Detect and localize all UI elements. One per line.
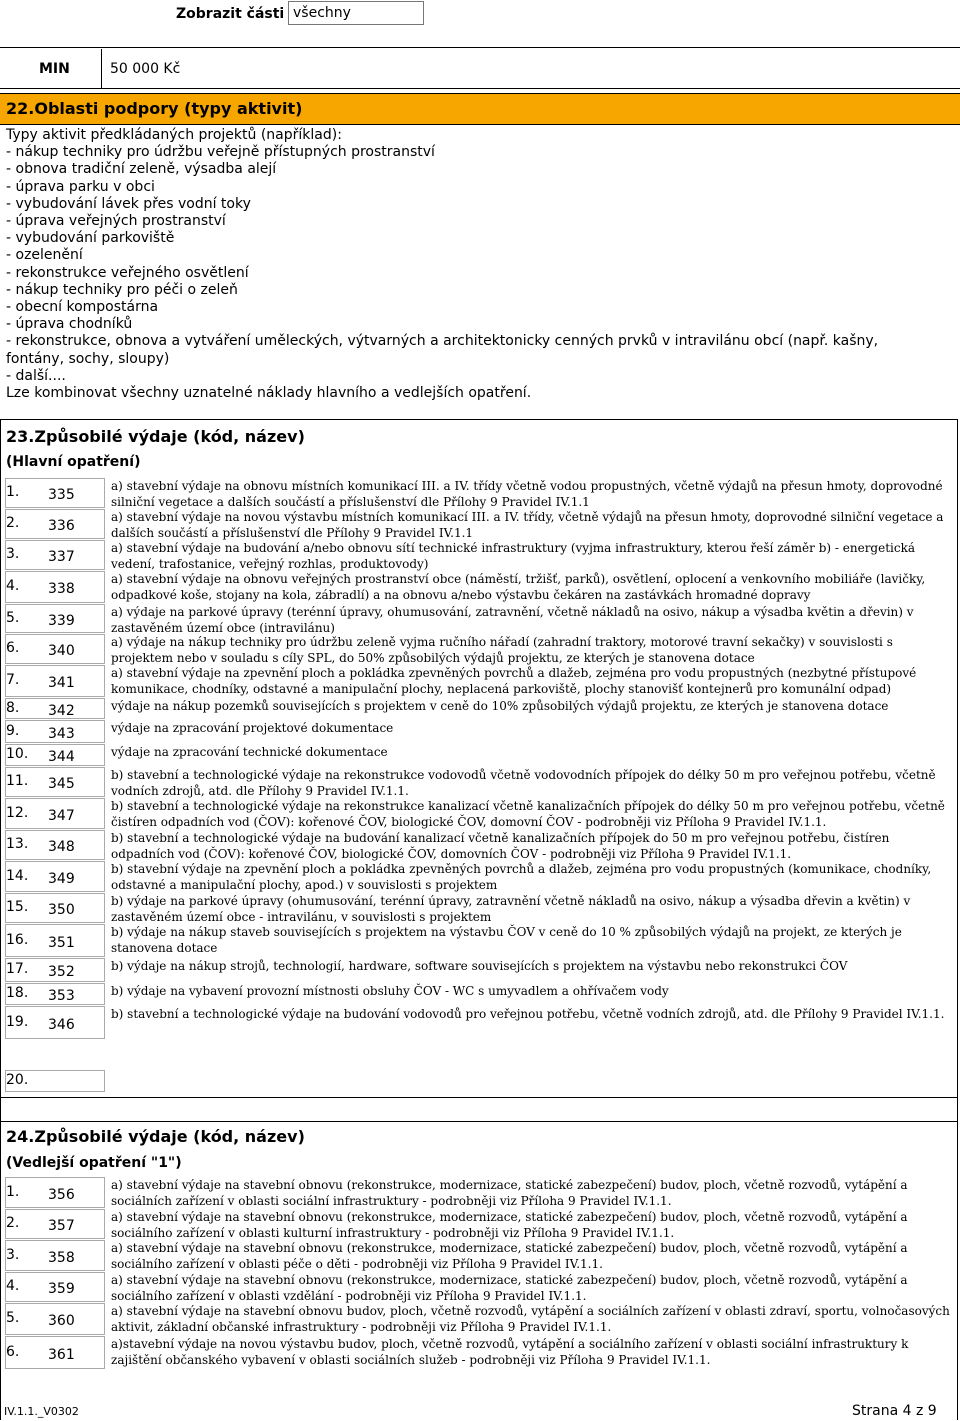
section-24-title: 24.Způsobilé výdaje (kód, název): [6, 1127, 305, 1146]
row-number: 18.: [6, 985, 29, 1001]
expense-code: 342: [48, 702, 75, 719]
expense-code: 352: [48, 964, 75, 980]
expense-code: 358: [48, 1249, 75, 1266]
expense-description: b) stavební a technologické výdaje na budování vodovodů pro veřejnou potřebu, včetně vodních zdrojů, atd. dle Přílohy 9 Pravidel IV.1.1.: [111, 1007, 945, 1021]
activity-line: - vybudování parkoviště: [6, 230, 175, 247]
show-parts-select[interactable]: všechny: [288, 1, 424, 25]
expense-description: a) stavební výdaje na obnovu veřejných prostranství obce (náměstí, tržišť, parků), osvětlení, oplocení a venkovního mobiliáře (lavičky, odpadkové koše, stojany na kola, zábradlí) a na obnovu a/nebo výstavbu čekáren na zastávkách hromadné dopravy: [111, 572, 926, 602]
activity-line: - rekonstrukce, obnova a vytváření uměleckých, výtvarných a architektonicky cenných prvků v intravilánu obcí (např. kašny,: [6, 333, 879, 350]
row-number: 3.: [6, 546, 20, 562]
expense-code: 350: [48, 902, 75, 918]
expense-description: b) stavební výdaje na zpevnění ploch a pokládka zpevněných povrchů a dlažeb, zejména pro vodu propustných (komunikace, chodníky, odstavné a manipulační plochy, apod.) v souvislosti s projektem: [111, 862, 932, 892]
show-parts-label: Zobrazit části: [176, 6, 285, 22]
row-number: 20.: [6, 1072, 29, 1088]
activity-line: - další....: [6, 367, 66, 384]
row-number: 3.: [6, 1246, 20, 1263]
expense-code: 337: [48, 549, 75, 565]
expense-code: 344: [48, 749, 75, 765]
row-number: 8.: [6, 699, 20, 716]
row-number: 2.: [6, 1215, 20, 1231]
row-number: 5.: [6, 1310, 20, 1326]
expense-description: a) stavební výdaje na stavební obnovu budov, ploch, včetně rozvodů, vytápění a sociálních zařízení v oblasti zdraví, sportu, volnočasových aktivit, základní občanské infrastruktury - podrobněji viz Příloha 9 Pravidel IV.1.1.: [111, 1304, 950, 1334]
expense-description: a) stavební výdaje na zpevnění ploch a pokládka zpevněných povrchů a dlažeb, zejména pro vodu propustných (nezbytné přístupové komunikace, chodníky, odstavné a manipulační plochy, neplacená parkoviště, plochy stanovišť kontejnerů pro komunální odpad): [111, 666, 917, 696]
expense-code: 338: [48, 581, 75, 597]
activity-line: - obnova tradiční zeleně, výsadba alejí: [6, 161, 277, 178]
row-number: 1.: [6, 484, 20, 500]
row-number: 9.: [6, 722, 20, 739]
expense-description: b) stavební a technologické výdaje na budování kanalizací včetně kanalizačních přípojek do 50 m pro veřejnou potřebu, čistíren odpadních vod (ČOV): kořenové ČOV, biologické ČOV, domovních ČOV - podrobněji viz Příloha 9 Pravidel IV.1.1.: [111, 831, 890, 861]
row-number: 1.: [6, 1183, 20, 1200]
row-number: 13.: [6, 836, 29, 852]
expense-code: 356: [48, 1186, 75, 1203]
expense-code: 349: [48, 870, 75, 887]
activity-line: - nákup techniky pro údržbu veřejně přístupných prostranství: [6, 144, 435, 161]
row-number: 14.: [6, 867, 29, 884]
expense-description: b) stavební a technologické výdaje na rekonstrukce vodovodů včetně vodovodních přípojek do délky 50 m pro veřejnou potřebu, včetně vodních zdrojů, atd. dle Přílohy 9 Pravidel IV.1.1.: [111, 768, 936, 798]
activity-line: - nákup techniky pro péči o zeleň: [6, 281, 238, 298]
expense-description: a) stavební výdaje na novou výstavbu místních komunikací III. a IV. třídy, včetně výdajů na přesun hmoty, doprovodné silniční vegetace a dalších součástí a příslušenství dle Přílohy 9 Pravidel IV.1.1: [111, 510, 944, 540]
row-number: 16.: [6, 931, 29, 948]
section-23-subtitle: (Hlavní opatření): [6, 454, 141, 470]
expense-description: a) stavební výdaje na stavební obnovu (rekonstrukce, modernizace, statické zabezpečení) budov, ploch, včetně rozvodů, vytápění a sociálních zařízení v oblasti sociální infrastruktury - podrobněji viz Příloha 9 Pravidel IV.1.1.: [111, 1178, 908, 1208]
expense-description: a) stavební výdaje na obnovu místních komunikací III. a IV. třídy včetně vodou propustných, včetně výdajů na přesun hmoty, doprovodné silniční vegetace a dalších součástí a příslušenství dle Přílohy 9 Pravidel IV.1.1: [111, 479, 943, 509]
expense-code: 339: [48, 612, 75, 629]
row-number: 11.: [6, 773, 29, 789]
activity-line: Lze kombinovat všechny uznatelné náklady hlavního a vedlejších opatření.: [6, 385, 532, 402]
activity-line: - úprava veřejných prostranství: [6, 213, 226, 230]
expense-description: a) výdaje na nákup techniky pro údržbu zeleně vyjma ručního nářadí (zahradní traktory, motorové travní sekačky) v souvislosti s projektem nebo v souladu s cíly SPL, do 50% způsobilých výdajů projektu, ze kterých je stanovena dotace: [111, 635, 893, 665]
expense-code: 359: [48, 1281, 75, 1297]
row-number: 6.: [6, 640, 20, 656]
expense-description: b) stavební a technologické výdaje na rekonstrukce kanalizací včetně kanalizačních přípojek do délky 50 m pro veřejnou potřebu, včetně čistíren odpadních vod (ČOV): kořenové ČOV, biologické ČOV, domovní ČOV - podrobněji viz Příloha 9 Pravidel IV.1.1.: [111, 799, 945, 829]
expense-code: 346: [48, 1016, 75, 1033]
expense-description: b) výdaje na nákup strojů, technologií, hardware, software souvisejících s projektem na výstavbu nebo rekonstrukci ČOV: [111, 959, 848, 973]
row-number: 5.: [6, 609, 20, 626]
expense-code: 353: [48, 988, 75, 1004]
expense-code: 335: [48, 487, 75, 503]
section-24-subtitle: (Vedlejší opatření "1"): [6, 1155, 182, 1171]
section-22-title: 22.Oblasti podpory (typy aktivit): [6, 99, 303, 118]
expense-code: 360: [48, 1313, 75, 1329]
row-number: 4.: [6, 578, 20, 594]
activity-line: fontány, sochy, sloupy): [6, 350, 170, 367]
activity-line: - úprava parku v obci: [6, 178, 155, 195]
row-number: 10.: [6, 746, 29, 762]
expense-description: výdaje na zpracování technické dokumentace: [111, 745, 388, 759]
row-number: 15.: [6, 899, 29, 915]
expense-description: a)stavební výdaje na novou výstavbu budov, ploch, včetně rozvodů, vytápění a sociálního zařízení v oblasti sociální infrastruktury k zajištění občanského vybavení v oblasti sociálních služeb - podrobněji viz Příloha 9 Pravidel IV.1.1.: [111, 1337, 909, 1367]
row-number: 2.: [6, 515, 20, 531]
expense-code: 336: [48, 518, 75, 534]
row-number: 17.: [6, 961, 29, 977]
section-23-title: 23.Způsobilé výdaje (kód, název): [6, 427, 305, 446]
expense-code: 347: [48, 807, 75, 824]
min-value: 50 000 Kč: [110, 61, 181, 77]
expense-code: 343: [48, 725, 75, 742]
expense-description: a) výdaje na parkové úpravy (terénní úpravy, ohumusování, zatravnění, včetně nákladů na osivo, nákup a výsadba květin a dřevin) v zastavěném území obce (intravilánu): [111, 605, 914, 635]
row-number: 4.: [6, 1278, 20, 1294]
min-label: MIN: [39, 61, 70, 77]
expense-code: 361: [48, 1346, 75, 1363]
expense-description: b) výdaje na vybavení provozní místnosti obsluhy ČOV - WC s umyvadlem a ohřívačem vody: [111, 984, 669, 998]
activity-line: - vybudování lávek přes vodní toky: [6, 195, 251, 212]
expense-description: b) výdaje na parkové úpravy (ohumusování, terénní úpravy, zatravnění včetně nákladů na osivo, nákup a výsadba dřevin a květin) v zastavěném území obce - intravilánu, v souvislosti s projektem: [111, 894, 911, 924]
expense-description: b) výdaje na nákup staveb souvisejících s projektem na výstavbu ČOV v ceně do 10 % způsobilých výdajů na projekt, ze kterých je stanovena dotace: [111, 925, 902, 955]
activity-line: - obecní kompostárna: [6, 299, 159, 316]
activity-line: - ozelenění: [6, 247, 83, 264]
expense-code: 340: [48, 643, 75, 659]
footer-page-number: Strana 4 z 9: [852, 1403, 937, 1419]
expense-code: 345: [48, 776, 75, 792]
activity-line: - úprava chodníků: [6, 316, 133, 333]
row-number: 19.: [6, 1013, 29, 1030]
expense-description: a) stavební výdaje na stavební obnovu (rekonstrukce, modernizace, statické zabezpečení) budov, ploch, včetně rozvodů, vytápění a sociálního zařízení v oblasti kulturní infrastruktury - podrobněji viz Příloha 9 Pravidel IV.1.1.: [111, 1210, 908, 1240]
footer-code: IV.1.1._V0302: [4, 1405, 79, 1418]
row-number: 12.: [6, 804, 29, 821]
row-number: 7.: [6, 672, 20, 688]
expense-code: 341: [48, 675, 75, 691]
activity-line: Typy aktivit předkládaných projektů (například):: [6, 127, 342, 143]
expense-description: a) stavební výdaje na budování a/nebo obnovu sítí technické infrastruktury (vyjma infrastruktury, kterou řeší záměr b) - energetická vedení, trafostanice, veřejný rozhlas, produktovody): [111, 541, 916, 571]
expense-description: a) stavební výdaje na stavební obnovu (rekonstrukce, modernizace, statické zabezpečení) budov, ploch, včetně rozvodů, vytápění a sociálního zařízení v oblasti vzdělání - podrobněji viz Příloha 9 Pravidel IV.1.1.: [111, 1273, 908, 1303]
expense-description: výdaje na nákup pozemků souvisejících s projektem v ceně do 10% způsobilých výdajů projektu, ze kterých je stanovena dotace: [111, 699, 889, 713]
expense-code: 351: [48, 934, 75, 951]
activity-line: - rekonstrukce veřejného osvětlení: [6, 264, 249, 281]
expense-code: 357: [48, 1218, 75, 1234]
expense-description: výdaje na zpracování projektové dokumentace: [111, 721, 394, 735]
expense-code: 348: [48, 839, 75, 855]
row-number: 6.: [6, 1343, 20, 1360]
expense-description: a) stavební výdaje na stavební obnovu (rekonstrukce, modernizace, statické zabezpečení) budov, ploch, včetně rozvodů, vytápění a sociálního zařízení v oblasti péče o děti - podrobněji viz Příloha 9 Pravidel IV.1.1.: [111, 1241, 908, 1271]
